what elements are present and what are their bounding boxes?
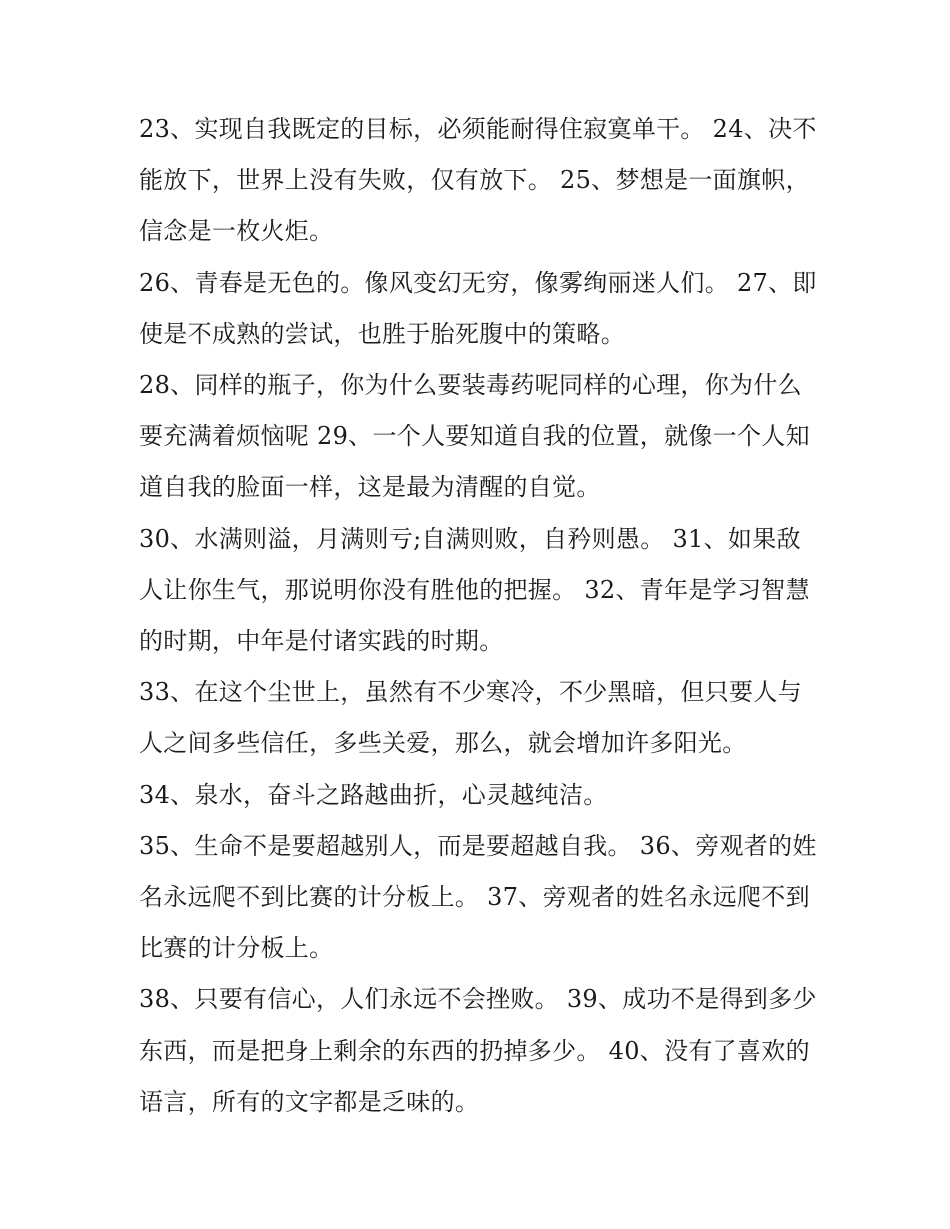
paragraph-26-27: 26、青春是无色的。像风变幻无穷，像雾绚丽迷人们。 27、即使是不成熟的尝试，也胜于胎死腹中的策略。 <box>139 268 817 348</box>
paragraph-38-40: 38、只要有信心，人们永远不会挫败。 39、成功不是得到多少东西，而是把身上剩余的东西的扔掉多少。 40、没有了喜欢的语言，所有的文字都是乏味的。 <box>139 985 817 1116</box>
paragraph-28-29: 28、同样的瓶子，你为什么要装毒药呢同样的心理，你为什么要充满着烦恼呢 29、一个人要知道自我的位置，就像一个人知道自我的脸面一样，这是最为清醒的自觉。 <box>139 371 810 502</box>
paragraph-33: 33、在这个尘世上，虽然有不少寒冷，不少黑暗，但只要人与人之间多些信任，多些关爱，那么，就会增加许多阳光。 <box>139 678 802 758</box>
document-body <box>139 104 819 1128</box>
paragraph-34: 34、泉水，奋斗之路越曲折，心灵越纯洁。 <box>139 780 608 809</box>
paragraph-30-32: 30、水满则溢，月满则亏;自满则败，自矜则愚。 31、如果敌人让你生气，那说明你没有胜他的把握。 32、青年是学习智慧的时期，中年是付诸实践的时期。 <box>139 524 810 656</box>
paragraph-23-25: 23、实现自我既定的目标，必须能耐得住寂寞单干。 24、决不能放下，世界上没有失败，仅有放下。 25、梦想是一面旗帜，信念是一枚火炬。 <box>139 115 817 246</box>
paragraph-35-37: 35、生命不是要超越别人，而是要超越自我。 36、旁观者的姓名永远爬不到比赛的计分板上。 37、旁观者的姓名永远爬不到比赛的计分板上。 <box>139 831 817 963</box>
